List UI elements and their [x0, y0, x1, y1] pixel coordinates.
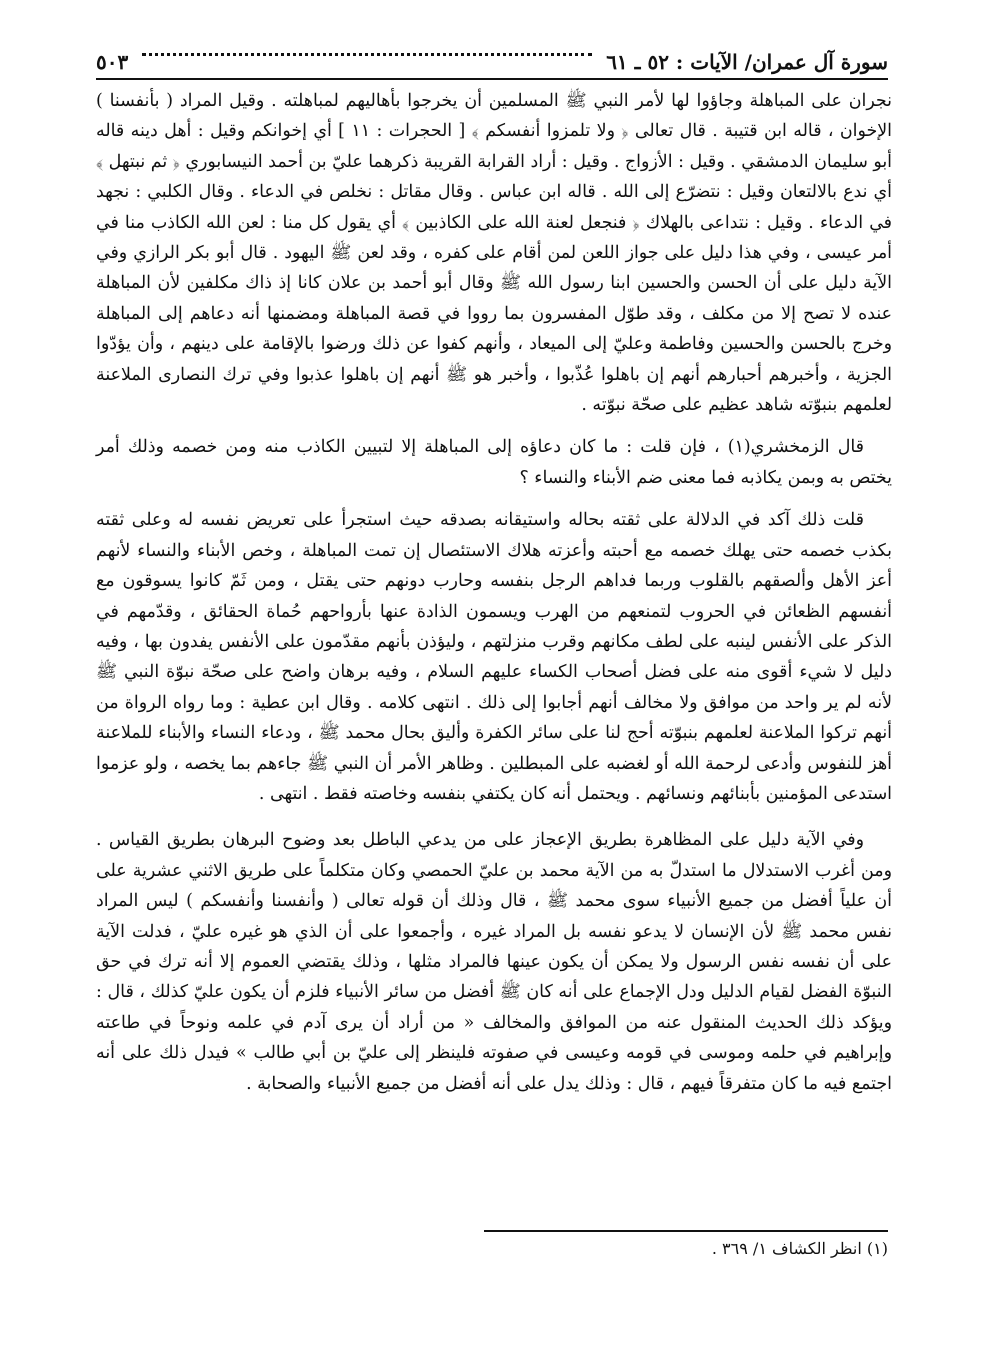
header-dot-leader — [142, 52, 592, 56]
footnote-divider — [484, 1230, 888, 1232]
page-number: ٥٠٣ — [96, 50, 129, 74]
paragraph-4: وفي الآية دليل على المظاهرة بطريق الإعجاز على من يدعي الباطل بعد وضوح البرهان بطريق القياس . ومن أغرب الاستدلال ما استدلّ به من الآية محمد بن عليّ الحمصي وكان متكلماً على طريق الاثني عشرية على أن علياً أفضل من جميع الأنبياء سوى محمد ﷺ ، قال وذلك أن قوله تعالى ( وأنفسنا وأنفسكم ) ليس المراد نفس محمد ﷺ لأن الإنسان لا يدعو نفسه بل المراد غيره ، وأجمعوا على أن الذي هو غيره عليّ ، فدلت الآية على أن نفسه نفس الرسول ولا يمكن أن يكون عينها فالمراد مثلها ، وذلك يقتضي العموم إلا أنه ترك في حق النبوّة الفضل لقيام الدليل ودل الإجماع على أنه كان ﷺ أفضل من سائر الأنبياء فلزم أن يكون عليّ كذلك ، قال : ويؤكد ذلك الحديث المنقول عنه من الموافق والمخالف « من أراد أن يرى آدم في علمه ونوحاً في طاعته وإبراهيم في حلمه وموسى في قومه وعيسى في صفوته فلينظر إلى عليّ بن أبي طالب » فيدل ذلك على أنه اجتمع فيه ما كان متفرقاً فيهم ، قال : وذلك يدل على أنه أفضل من جميع الأنبياء والصحابة . — [96, 830, 892, 1094]
paragraph-2: قال الزمخشري(١) ، فإن قلت : ما كان دعاؤه إلى المباهلة إلا لتبيين الكاذب منه ومن خصمه وذلك أمر يختص به وبمن يكاذبه فما معنى ضم الأبناء والنساء ؟ — [96, 437, 892, 488]
footnote: (١) انظر الكشاف ١/ ٣٦٩ . — [711, 1239, 888, 1258]
main-text — [96, 86, 892, 1099]
paragraph-3: قلت ذلك آكد في الدلالة على ثقته بحاله واستيقانه بصدقه حيث استجرأ على تعريض نفسه له وعلى ثقته بكذب خصمه حتى يهلك خصمه مع أحبته وأعزته هلاك الاستئصال إن تمت المباهلة ، وخص الأبناء والنساء لأنهم أعز الأهل وألصقهم بالقلوب وربما فداهم الرجل بنفسه وحارب دونهم حتى يقتل ، ومن ثَمّ كانوا يسوقون مع أنفسهم الظعائن في الحروب لتمنعهم من الهرب ويسمون الذادة عنها بأرواحهم حُماة الحقائق ، وقدّمهم في الذكر على الأنفس لينبه على لطف مكانهم وقرب منزلتهم ، وليؤذن بأنهم مقدّمون على الأنفس يفدون بها ، وفيه دليل لا شيء أقوى منه على فضل أصحاب الكساء عليهم السلام ، وفيه برهان واضح على صحّة نبوّة النبي ﷺ لأنه لم ير واحد من موافق ولا مخالف أنهم أجابوا إلى ذلك . انتهى كلامه . وقال ابن عطية : وما رواه الرواة من أنهم تركوا الملاعنة لعلمهم بنبوّته أحج لنا على سائر الكفرة وأليق بحال محمد ﷺ ، ودعاء النساء والأبناء للملاعنة أهز للنفوس وأدعى لرحمة الله أو لغضبه على المبطلين . وظاهر الأمر أن النبي ﷺ جاءهم بما يخصه ، ولو عزموا استدعى المؤمنين بأبنائهم ونسائهم . ويحتمل أنه كان يكتفي بنفسه وخاصته فقط . انتهى . — [96, 510, 892, 804]
surah-title: سورة آل عمران/ الآيات : ٥٢ ـ ٦١ — [606, 50, 888, 74]
running-header — [96, 34, 888, 80]
paragraph-1: نجران على المباهلة وجاؤوا لها لأمر النبي ﷺ المسلمين أن يخرجوا بأهاليهم لمباهلته . وقيل المراد ( بأنفسنا ) الإخوان ، قاله ابن قتيبة . قال تعالى ﴿ ولا تلمزوا أنفسكم ﴾ [ الحجرات : ١١ ] أي إخوانكم وقيل : أهل دينه قاله أبو سليمان الدمشقي . وقيل : الأزواج . وقيل : أراد القرابة القريبة ذكرهما عليّ بن أحمد النيسابوري ﴿ ثم نبتهل ﴾ أي ندع بالالتعان وقيل : نتضرّع إلى الله . قاله ابن عباس . وقال مقاتل : نخلص في الدعاء . وقال الكلبي : نجهد في الدعاء . وقيل : نتداعى بالهلاك ﴿ فنجعل لعنة الله على الكاذبين ﴾ أي يقول كل منا : لعن الله الكاذب منا في أمر عيسى ، وفي هذا دليل على جواز اللعن لمن أقام على كفره ، وقد لعن ﷺ اليهود . قال أبو بكر الرازي وفي الآية دليل على أن الحسن والحسين ابنا رسول الله ﷺ وقال أبو أحمد بن علان كانا إذ ذاك مكلفين لأن المباهلة عنده لا تصح إلا من مكلف ، وقد طوّل المفسرون بما رووا في قصة المباهلة ومضمنها أنه دعاهم إلى المباهلة وخرج بالحسن والحسين وفاطمة وعليّ إلى الميعاد ، وأنهم كفوا عن ذلك ورضوا بالإقامة على دينهم ، وأن يؤدّوا الجزية ، وأخبرهم أحبارهم أنهم إن باهلوا عُذّبوا ، وأخبر هو ﷺ أنهم إن باهلوا عذبوا وفي ترك النصارى الملاعنة لعلمهم بنبوّته شاهد عظيم على صحّة نبوّته . — [96, 91, 892, 416]
